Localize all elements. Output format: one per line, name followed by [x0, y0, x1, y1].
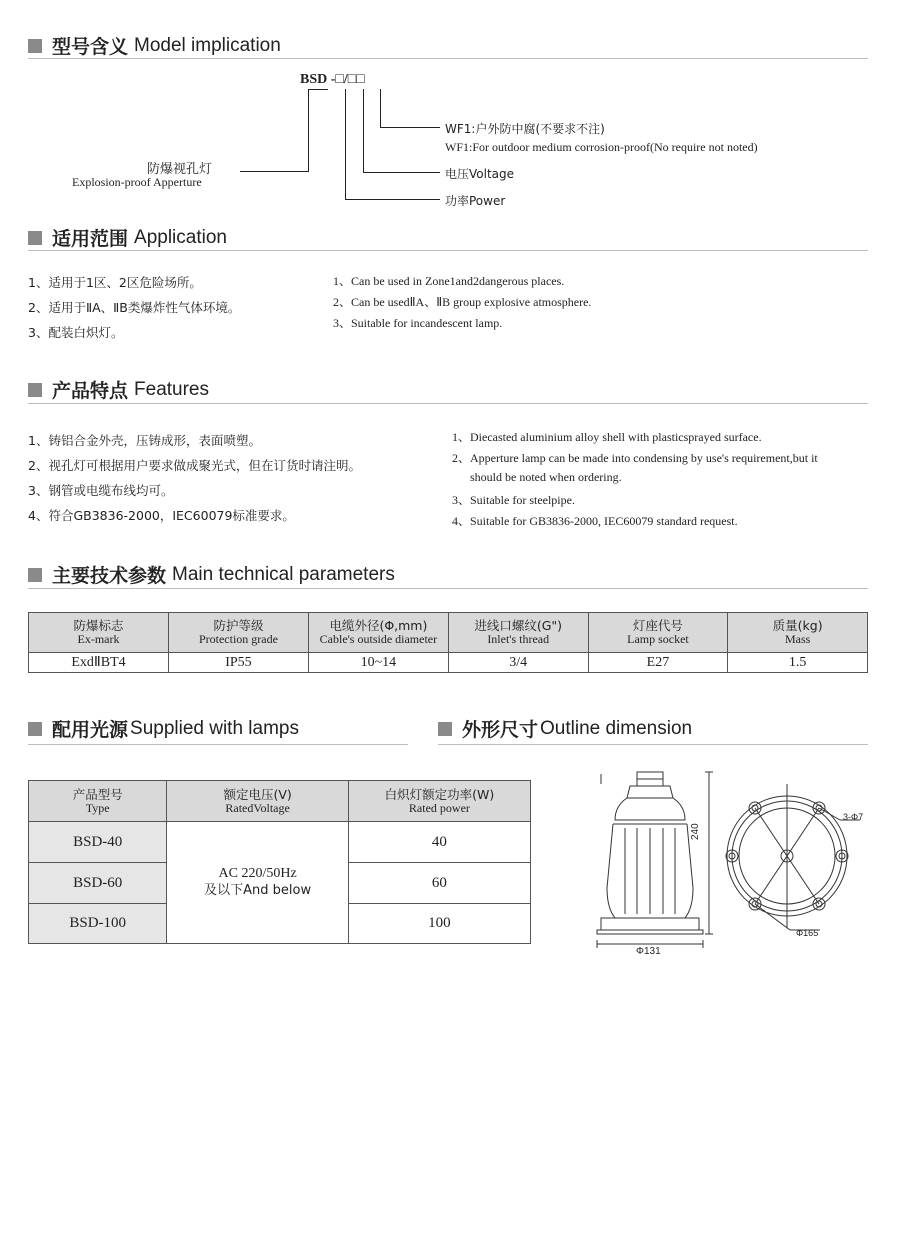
- section-header-application: [28, 224, 227, 251]
- features-en-3: 3、Suitable for steelpipe.: [452, 493, 575, 507]
- bracket-line: [363, 89, 364, 172]
- model-wf1-cn: WF1:户外防中腐(不要求不注): [445, 122, 605, 136]
- lamp-voltage-line2: 及以下And below: [204, 883, 312, 898]
- section-marker-icon: [28, 568, 42, 582]
- dimension-height: 240: [690, 823, 701, 840]
- section-divider: [28, 58, 868, 59]
- dimension-diameter: Φ165: [796, 928, 819, 938]
- features-cn-3: 3、钢管或电缆布线均可。: [28, 483, 174, 498]
- params-table: [28, 612, 868, 673]
- section-marker-icon: [438, 722, 452, 736]
- param-exmark: ExdⅡBT4: [29, 653, 169, 673]
- lamp-power: 60: [348, 863, 530, 904]
- lamp-voltage: [167, 822, 348, 944]
- bracket-line: [380, 89, 381, 127]
- features-en-2: 2、Apperture lamp can be made into condensing by use's requirement,but it: [452, 451, 818, 465]
- section-marker-icon: [28, 383, 42, 397]
- section-divider: [28, 250, 868, 251]
- section-title-en: Application: [134, 226, 227, 248]
- section-marker-icon: [28, 722, 42, 736]
- bracket-line: [345, 89, 346, 199]
- bracket-line: [363, 172, 440, 173]
- product-name-cn: 防爆视孔灯: [147, 162, 213, 177]
- params-header-exmark: 防爆标志 Ex-mark: [29, 613, 169, 653]
- application-en-3: 3、Suitable for incandescent lamp.: [333, 316, 503, 330]
- lamp-type: BSD-100: [29, 904, 167, 944]
- section-header-features: [28, 376, 209, 403]
- lamps-header-voltage: 额定电压(V) RatedVoltage: [167, 781, 348, 822]
- product-name-en: Explosion-proof Apperture: [72, 175, 202, 189]
- application-en-2: 2、Can be usedⅡA、ⅡB group explosive atmosphere.: [333, 295, 592, 309]
- section-title-en: Supplied with lamps: [130, 717, 299, 739]
- section-title-cn: 配用光源: [52, 719, 129, 741]
- param-socket: E27: [588, 653, 728, 673]
- table-row: [29, 822, 531, 863]
- model-wf1-en: WF1:For outdoor medium corrosion-proof(No require not noted): [445, 140, 758, 154]
- bracket-line: [308, 89, 309, 171]
- features-en-2b: should be noted when ordering.: [470, 470, 622, 484]
- section-header-model: [28, 32, 281, 59]
- param-mass: 1.5: [728, 653, 868, 673]
- lamps-header-type: 产品型号 Type: [29, 781, 167, 822]
- lamps-header-power: 白炽灯额定功率(W) Rated power: [348, 781, 530, 822]
- section-title-cn: 外形尺寸: [462, 719, 539, 741]
- params-header-row: [29, 613, 868, 653]
- param-thread: 3/4: [448, 653, 588, 673]
- table-row: [29, 653, 868, 673]
- params-header-socket: 灯座代号 Lamp socket: [588, 613, 728, 653]
- params-header-thread: 进线口螺纹(G") Inlet's thread: [448, 613, 588, 653]
- section-title-en: Outline dimension: [540, 717, 693, 739]
- features-cn-4: 4、符合GB3836-2000，IEC60079标准要求。: [28, 508, 295, 523]
- lamp-type: BSD-40: [29, 822, 167, 863]
- features-en-1: 1、Diecasted aluminium alloy shell with plasticsprayed surface.: [452, 430, 762, 444]
- lamps-table: [28, 780, 531, 944]
- section-header-outline: [438, 715, 692, 742]
- section-divider: [28, 403, 868, 404]
- section-marker-icon: [28, 39, 42, 53]
- param-protection: IP55: [169, 653, 309, 673]
- section-marker-icon: [28, 231, 42, 245]
- bracket-line: [345, 199, 440, 200]
- params-header-cable: 电缆外径(Φ,mm) Cable's outside diameter: [308, 613, 448, 653]
- params-header-mass: 质量(kg) Mass: [728, 613, 868, 653]
- application-cn-3: 3、配装白炽灯。: [28, 325, 124, 340]
- lamps-header-row: [29, 781, 531, 822]
- section-divider: [28, 744, 408, 745]
- lamp-power: 100: [348, 904, 530, 944]
- section-title-cn: 型号含义: [52, 36, 129, 58]
- section-divider: [438, 744, 868, 745]
- application-cn-2: 2、适用于ⅡA、ⅡB类爆炸性气体环境。: [28, 300, 241, 315]
- model-power: 功率Power: [445, 194, 506, 208]
- bracket-line: [380, 127, 440, 128]
- model-voltage: 电压Voltage: [445, 167, 515, 181]
- section-header-lamps: [28, 715, 299, 742]
- bracket-line: [308, 89, 328, 90]
- param-cable: 10~14: [308, 653, 448, 673]
- features-cn-1: 1、铸铝合金外壳，压铸成形，表面喷塑。: [28, 433, 261, 448]
- application-cn-1: 1、适用于1区、2区危险场所。: [28, 275, 202, 290]
- dimension-holes: 3-Φ7: [843, 812, 864, 822]
- lamp-voltage-line1: AC 220/50Hz: [218, 866, 297, 881]
- features-cn-2: 2、视孔灯可根据用户要求做成聚光式，但在订货时请注明。: [28, 458, 361, 473]
- application-en-1: 1、Can be used in Zone1and2dangerous places.: [333, 274, 565, 288]
- model-code: BSD -□/□□: [300, 72, 365, 87]
- section-divider: [28, 588, 868, 589]
- bracket-line: [240, 171, 309, 172]
- side-view-drawing: [585, 768, 725, 958]
- lamp-type: BSD-60: [29, 863, 167, 904]
- features-en-4: 4、Suitable for GB3836-2000, IEC60079 standard request.: [452, 514, 738, 528]
- section-header-params: [28, 561, 395, 588]
- top-view-drawing: [720, 776, 870, 936]
- section-title-cn: 主要技术参数: [52, 565, 167, 587]
- section-title-en: Main technical parameters: [172, 563, 395, 585]
- section-title-en: Features: [134, 378, 209, 400]
- section-title-en: Model implication: [134, 34, 281, 56]
- section-title-cn: 产品特点: [52, 380, 129, 402]
- lamp-power: 40: [348, 822, 530, 863]
- section-title-cn: 适用范围: [52, 228, 129, 250]
- params-header-protection: 防护等级 Protection grade: [169, 613, 309, 653]
- dimension-width: Φ131: [636, 946, 661, 957]
